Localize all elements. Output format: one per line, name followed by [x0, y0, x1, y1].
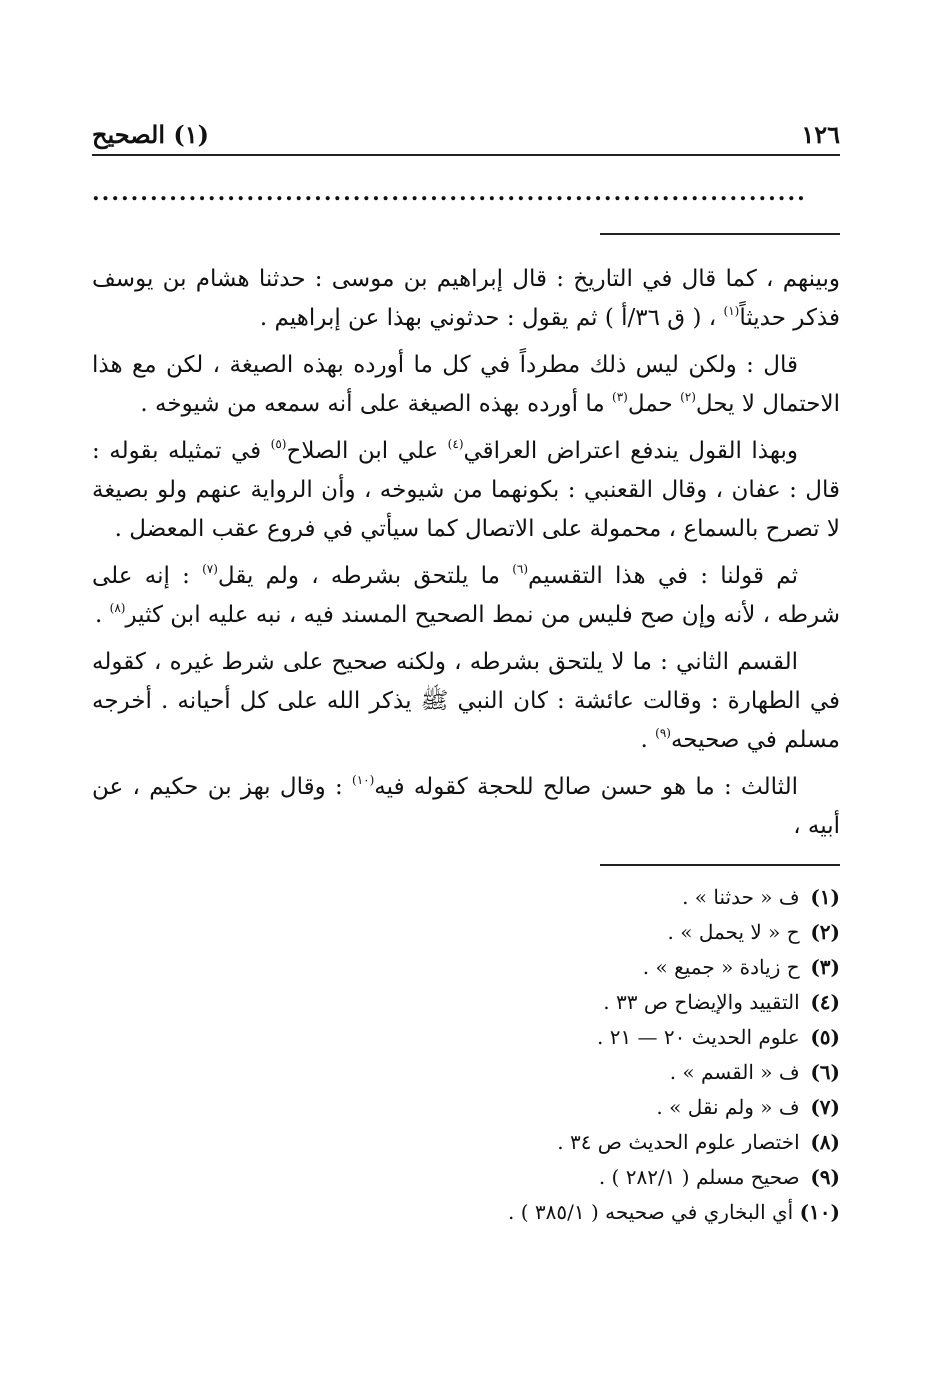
text-run: ما يلتحق بشرطه ، ولم يقل — [217, 563, 513, 589]
section-rule — [600, 233, 840, 235]
footnote-ref[interactable]: (١) — [723, 304, 740, 318]
chapter-title: (١) الصحيح — [92, 120, 209, 149]
footnote-item — [92, 1020, 840, 1055]
footnote-text: ف « القسم » . — [669, 1060, 800, 1084]
footnote-ref[interactable]: (٨) — [109, 601, 126, 615]
footnote-item — [92, 1090, 840, 1125]
paragraph-6 — [92, 768, 840, 846]
page-header — [92, 118, 840, 156]
text-run: . — [640, 727, 656, 753]
footnote-item — [92, 1055, 840, 1090]
footnote-item — [92, 1160, 840, 1195]
text-run: ما أورده بهذه الصيغة على أنه سمعه من شيوخه . — [140, 391, 612, 417]
footnote-text: أي البخاري في صحيحه ( ٣٨٥/١ ) . — [508, 1200, 794, 1224]
footnote-number: (٦) — [810, 1060, 840, 1084]
dotted-separator: .......................................................................... — [92, 180, 807, 206]
footnote-number: (٣) — [810, 955, 840, 979]
footnote-ref[interactable]: (٧) — [202, 562, 218, 576]
footnote-ref[interactable]: (٣) — [612, 390, 628, 404]
footnote-ref[interactable]: (٤) — [447, 437, 464, 451]
paragraph-1 — [92, 260, 840, 338]
text-run: ثم قولنا : في هذا التقسيم — [528, 563, 798, 589]
footnote-item — [92, 985, 840, 1020]
footnote-number: (٢) — [810, 920, 840, 944]
footnote-ref[interactable]: (٩) — [655, 726, 671, 740]
page-number: ١٢٦ — [801, 120, 840, 149]
footnote-number: (٧) — [810, 1095, 840, 1119]
footnote-item — [92, 880, 840, 915]
text-run: في تمثيله بقوله : قال : عفان ، وقال القعنبي : بكونهما من شيوخه ، وأن الرواية عنهم ولو بصيغة لا تصرح بالسماع ، محمولة على الاتصال كما سيأتي في فروع عقب المعضل . — [92, 438, 840, 542]
footnote-number: (٨) — [810, 1130, 840, 1154]
footnote-item — [92, 1195, 840, 1230]
footnote-item — [92, 1125, 840, 1160]
text-run: ، ( ق ٣٦/أ ) ثم يقول : حدثوني بهذا عن إبراهيم . — [259, 305, 724, 331]
text-run: . — [95, 602, 110, 628]
text-run: القسم الثاني : ما لا يلتحق بشرطه ، ولكنه صحيح على شرط غيره ، كقوله في الطهارة : وقالت عائشة : كان النبي ﷺ يذكر الله على كل أحيانه . أخرجه مسلم في صحيحه — [92, 649, 840, 753]
footnote-number: (١) — [810, 885, 840, 909]
paragraph-5 — [92, 643, 840, 760]
footnote-number: (٤) — [810, 990, 840, 1014]
footnote-text: علوم الحديث ٢٠ — ٢١ . — [596, 1025, 800, 1049]
footnote-text: ح زيادة « جميع » . — [642, 955, 800, 979]
paragraph-4 — [92, 557, 840, 635]
footnote-item — [92, 950, 840, 985]
text-run: حمل — [627, 391, 681, 417]
paragraph-2 — [92, 346, 840, 424]
main-text — [92, 260, 840, 854]
footnotes-list — [92, 880, 840, 1230]
footnote-ref[interactable]: (٥) — [270, 437, 287, 451]
footnote-number: (٥) — [810, 1025, 840, 1049]
footnote-number: (٩) — [810, 1165, 840, 1189]
text-run: علي ابن الصلاح — [286, 438, 448, 464]
paragraph-3 — [92, 432, 840, 549]
text-run: وبينهم ، كما قال في التاريخ : قال إبراهيم بن موسى : حدثنا هشام بن يوسف فذكر حديثاً — [92, 266, 840, 331]
text-run: قال : ولكن ليس ذلك مطرداً في كل ما أورده بهذه الصيغة ، لكن مع هذا الاحتمال لا يحل — [92, 352, 840, 417]
text-run: : وقال بهز بن حكيم ، عن أبيه ، — [92, 774, 840, 839]
text-run: وبهذا القول يندفع اعتراض العراقي — [463, 438, 798, 464]
text-run: : إنه على شرطه ، لأنه وإن صح فليس من نمط الصحيح المسند فيه ، نبه عليه ابن كثير — [92, 563, 840, 628]
footnote-rule — [600, 864, 840, 866]
footnote-ref[interactable]: (٦) — [512, 562, 529, 576]
footnote-text: التقييد والإيضاح ص ٣٣ . — [603, 990, 800, 1014]
footnote-text: ح « لا يحمل » . — [667, 920, 800, 944]
footnote-text: ف « حدثنا » . — [682, 885, 800, 909]
text-run: الثالث : ما هو حسن صالح للحجة كقوله فيه — [374, 774, 798, 800]
footnote-ref[interactable]: (٢) — [680, 390, 696, 404]
footnote-number: (١٠) — [799, 1200, 840, 1224]
footnote-text: صحيح مسلم ( ٢٨٢/١ ) . — [598, 1165, 800, 1189]
footnote-ref[interactable]: (١٠) — [352, 773, 375, 787]
footnote-item — [92, 915, 840, 950]
footnote-text: ف « ولم نقل » . — [656, 1095, 800, 1119]
footnote-text: اختصار علوم الحديث ص ٣٤ . — [557, 1130, 800, 1154]
